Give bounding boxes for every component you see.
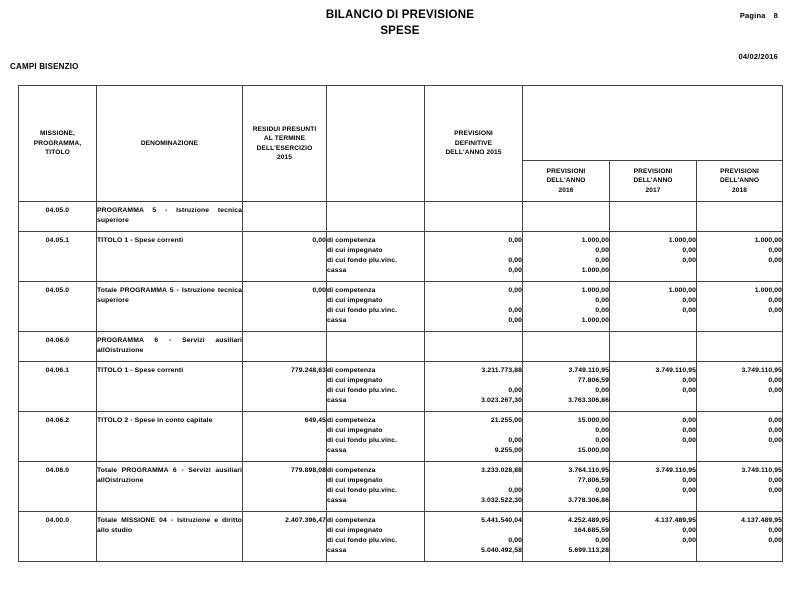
cell-line: 1.000,00 (668, 237, 696, 244)
cell-line (425, 246, 522, 256)
cell-line (327, 206, 424, 216)
row-previsioni-definitive-2015 (425, 462, 523, 512)
cell-line: 164.685,59 (573, 527, 609, 534)
cell-line (610, 446, 696, 456)
cell-line: cassa (327, 447, 347, 454)
row-previsioni-2017 (610, 412, 697, 462)
cell-line: cassa (327, 497, 347, 504)
cell-line: di cui fondo plu.vinc. (327, 537, 398, 544)
cell-line: di competenza (327, 367, 376, 374)
cell-line: di competenza (327, 237, 376, 244)
cell-line: cassa (327, 267, 347, 274)
row-previsioni-2017 (610, 512, 697, 562)
table-row (19, 462, 783, 512)
cell-line: di competenza (327, 287, 376, 294)
cell-line: 3.211.773,88 (481, 367, 522, 374)
cell-line (425, 426, 522, 436)
row-previsioni-2018 (697, 512, 783, 562)
cell-line: 0,00 (508, 487, 522, 494)
row-previsioni-2016 (523, 412, 610, 462)
cell-line: 77.806,59 (577, 477, 609, 484)
row-previsioni-2016 (523, 462, 610, 512)
cell-line: 1.000,00 (754, 287, 783, 294)
row-previsioni-definitive-2015 (425, 512, 523, 562)
cell-line (697, 446, 782, 456)
cell-line: 15.000,00 (577, 417, 609, 424)
column-header-residui: RESIDUI PRESUNTI AL TERMINE DELL'ESERCIZIO 2015 (243, 86, 327, 202)
row-residui: 0,00 (243, 282, 327, 332)
cell-line: 3.032.522,30 (481, 497, 522, 504)
row-code: 04.06.0 (19, 462, 97, 512)
cell-line (610, 496, 696, 506)
row-denomination: TITOLO 1 - Spese correnti (97, 362, 243, 412)
table-row (19, 282, 783, 332)
cell-line: 0,00 (595, 537, 609, 544)
row-previsioni-2018 (697, 462, 783, 512)
cell-line: di cui fondo plu.vinc. (327, 437, 398, 444)
cell-line: 0,00 (682, 257, 696, 264)
cell-line: 0,00 (682, 387, 696, 394)
cell-line: 0,00 (682, 537, 696, 544)
cell-line: 0,00 (595, 257, 609, 264)
table-row (19, 412, 783, 462)
cell-line: 0,00 (768, 377, 783, 384)
column-header-denomination: DENOMINAZIONE (97, 86, 243, 202)
cell-line: 0,00 (595, 297, 609, 304)
cell-line: di cui fondo plu.vinc. (327, 387, 398, 394)
row-denomination: Totale MISSIONE 04 - Istruzione e diritto allo studio (97, 512, 243, 562)
entity-name: CAMPI BISENZIO (10, 62, 79, 71)
cell-line: 1.000,00 (581, 287, 609, 294)
cell-line (697, 336, 782, 346)
row-denomination: PROGRAMMA 6 - Servizi ausiliari allOistruzione (97, 332, 243, 362)
cell-line: 0,00 (768, 307, 783, 314)
row-residui: 2.407.396,47 (243, 512, 327, 562)
row-previsioni-2018 (697, 202, 783, 232)
cell-line (523, 336, 609, 346)
page-number-value: 8 (773, 11, 778, 20)
cell-line: 0,00 (508, 537, 522, 544)
cell-line: di cui impegnato (327, 247, 383, 254)
cell-line: 0,00 (508, 237, 522, 244)
cell-line: 3.023.267,30 (481, 397, 522, 404)
row-line-labels (327, 512, 425, 562)
cell-line: 0,00 (682, 377, 696, 384)
row-previsioni-2016 (523, 512, 610, 562)
cell-line: 0,00 (595, 437, 609, 444)
cell-line (425, 526, 522, 536)
cell-line (697, 316, 782, 326)
cell-line: 0,00 (768, 417, 783, 424)
cell-line (425, 376, 522, 386)
row-line-labels (327, 462, 425, 512)
column-header-previsioni-group (523, 86, 783, 161)
cell-line: 1.000,00 (581, 237, 609, 244)
cell-line: di cui impegnato (327, 427, 383, 434)
cell-line: 1.000,00 (581, 317, 609, 324)
cell-line: di cui fondo plu.vinc. (327, 307, 398, 314)
cell-line: 0,00 (508, 307, 522, 314)
column-header-year-2016: PREVISIONI DELL'ANNO 2016 (523, 161, 610, 202)
cell-line: 3.763.306,86 (568, 397, 609, 404)
cell-line (425, 476, 522, 486)
cell-line: di cui impegnato (327, 297, 383, 304)
cell-line (523, 206, 609, 216)
row-previsioni-definitive-2015 (425, 362, 523, 412)
cell-line: 0,00 (595, 247, 609, 254)
cell-line: 3.233.028,88 (481, 467, 522, 474)
cell-line: di competenza (327, 417, 376, 424)
cell-line: 0,00 (508, 317, 522, 324)
row-line-labels (327, 282, 425, 332)
column-header-year-2017: PREVISIONI DELL'ANNO 2017 (610, 161, 697, 202)
row-code: 04.06.1 (19, 362, 97, 412)
row-previsioni-definitive-2015 (425, 282, 523, 332)
row-residui (243, 202, 327, 232)
cell-line (425, 336, 522, 346)
cell-line: 9.255,00 (494, 447, 522, 454)
cell-line: 0,00 (682, 427, 696, 434)
cell-line: 0,00 (768, 487, 783, 494)
row-previsioni-definitive-2015 (425, 412, 523, 462)
cell-line: di cui impegnato (327, 377, 383, 384)
column-header-code: MISSIONE, PROGRAMMA, TITOLO (19, 86, 97, 202)
row-previsioni-2018 (697, 412, 783, 462)
row-code: 04.05.0 (19, 202, 97, 232)
cell-line: 0,00 (768, 427, 783, 434)
row-denomination: PROGRAMMA 5 - Istruzione tecnica superiore (97, 202, 243, 232)
cell-line: cassa (327, 397, 347, 404)
document-date: 04/02/2016 (738, 52, 778, 61)
table-header-row-1 (19, 86, 783, 161)
row-previsioni-definitive-2015 (425, 232, 523, 282)
cell-line: 21.255,00 (490, 417, 522, 424)
cell-line: 4.252.489,95 (568, 517, 609, 524)
cell-line: 0,00 (768, 527, 783, 534)
cell-line: 0,00 (768, 387, 783, 394)
cell-line: 3.749.110,95 (655, 467, 696, 474)
row-previsioni-2016 (523, 202, 610, 232)
row-line-labels (327, 362, 425, 412)
table-row (19, 332, 783, 362)
column-header-previsioni-definitive: PREVISIONI DEFINITIVE DELL'ANNO 2015 (425, 86, 523, 202)
cell-line: 0,00 (595, 487, 609, 494)
page-title: BILANCIO DI PREVISIONE (325, 9, 475, 21)
cell-line: 3.764.110,95 (568, 467, 609, 474)
row-residui: 779.248,63 (243, 362, 327, 412)
cell-line: di cui fondo plu.vinc. (327, 257, 398, 264)
table-row (19, 232, 783, 282)
cell-line (327, 336, 424, 346)
cell-line (610, 266, 696, 276)
cell-line: 0,00 (682, 307, 696, 314)
cell-line: 0,00 (768, 257, 783, 264)
cell-line (610, 546, 696, 556)
row-line-labels (327, 412, 425, 462)
row-residui (243, 332, 327, 362)
row-previsioni-2017 (610, 462, 697, 512)
cell-line: 0,00 (768, 247, 783, 254)
cell-line: 0,00 (768, 297, 783, 304)
row-previsioni-2017 (610, 202, 697, 232)
cell-line: 0,00 (508, 267, 522, 274)
cell-line: 1.000,00 (581, 267, 609, 274)
row-code: 04.05.0 (19, 282, 97, 332)
row-previsioni-2018 (697, 332, 783, 362)
row-previsioni-2016 (523, 282, 610, 332)
cell-line: 3.749.110,95 (568, 367, 609, 374)
row-previsioni-definitive-2015 (425, 202, 523, 232)
table-row (19, 362, 783, 412)
row-line-labels (327, 202, 425, 232)
row-denomination: TITOLO 1 - Spese correnti (97, 232, 243, 282)
cell-line (697, 206, 782, 216)
cell-line: 5.040.492,58 (481, 547, 522, 554)
cell-line: 0,00 (508, 387, 522, 394)
cell-line: 0,00 (682, 417, 696, 424)
row-previsioni-definitive-2015 (425, 332, 523, 362)
cell-line: 0,00 (508, 437, 522, 444)
cell-line: 3.749.110,95 (741, 367, 783, 374)
page-subtitle: SPESE (380, 25, 420, 37)
row-previsioni-2017 (610, 362, 697, 412)
cell-line: 4.137.489,95 (655, 517, 696, 524)
row-code: 04.06.0 (19, 332, 97, 362)
cell-line: di competenza (327, 467, 376, 474)
row-code: 04.06.2 (19, 412, 97, 462)
cell-line: cassa (327, 317, 347, 324)
cell-line: 0,00 (682, 527, 696, 534)
cell-line: 0,00 (768, 477, 783, 484)
row-previsioni-2017 (610, 332, 697, 362)
cell-line: 0,00 (595, 387, 609, 394)
row-line-labels (327, 332, 425, 362)
column-header-year-2018: PREVISIONI DELL'ANNO 2018 (697, 161, 783, 202)
cell-line: 5.699.113,28 (568, 547, 609, 554)
cell-line (425, 206, 522, 216)
cell-line: di cui fondo plu.vinc. (327, 487, 398, 494)
cell-line: di cui impegnato (327, 527, 383, 534)
row-previsioni-2017 (610, 282, 697, 332)
row-previsioni-2017 (610, 232, 697, 282)
budget-table (18, 85, 783, 562)
row-line-labels (327, 232, 425, 282)
cell-line: di cui impegnato (327, 477, 383, 484)
cell-line (610, 396, 696, 406)
cell-line: 0,00 (682, 487, 696, 494)
cell-line: 3.778.306,86 (568, 497, 609, 504)
cell-line: 0,00 (682, 477, 696, 484)
cell-line: 0,00 (595, 427, 609, 434)
row-residui: 779.898,08 (243, 462, 327, 512)
cell-line: 0,00 (768, 537, 783, 544)
row-denomination: Totale PROGRAMMA 6 - Servizi ausiliari allOistruzione (97, 462, 243, 512)
cell-line: 77.806,59 (577, 377, 609, 384)
cell-line: 0,00 (768, 437, 783, 444)
table-body (19, 202, 783, 562)
cell-line: 0,00 (508, 287, 522, 294)
cell-line: 0,00 (682, 437, 696, 444)
cell-line: 0,00 (682, 247, 696, 254)
row-residui: 0,00 (243, 232, 327, 282)
cell-line (425, 296, 522, 306)
column-header-blank (327, 86, 425, 202)
row-code: 04.05.1 (19, 232, 97, 282)
cell-line: 0,00 (508, 257, 522, 264)
row-residui: 649,45 (243, 412, 327, 462)
cell-line: 3.749.110,95 (741, 467, 783, 474)
cell-line (697, 496, 782, 506)
row-previsioni-2016 (523, 362, 610, 412)
page-number-label: Pagina (739, 11, 766, 20)
cell-line (610, 336, 696, 346)
page-number (740, 11, 778, 20)
cell-line: 5.441.540,04 (481, 517, 522, 524)
cell-line (610, 316, 696, 326)
table-header (19, 86, 783, 202)
cell-line (697, 396, 782, 406)
cell-line: di competenza (327, 517, 376, 524)
cell-line: 0,00 (595, 307, 609, 314)
cell-line: cassa (327, 547, 347, 554)
cell-line (697, 266, 782, 276)
cell-line: 0,00 (682, 297, 696, 304)
row-previsioni-2016 (523, 332, 610, 362)
row-previsioni-2016 (523, 232, 610, 282)
row-denomination: Totale PROGRAMMA 5 - Istruzione tecnica superiore (97, 282, 243, 332)
row-previsioni-2018 (697, 232, 783, 282)
row-code: 04.00.0 (19, 512, 97, 562)
cell-line: 1.000,00 (668, 287, 696, 294)
row-previsioni-2018 (697, 282, 783, 332)
row-previsioni-2018 (697, 362, 783, 412)
table-row (19, 202, 783, 232)
cell-line (610, 206, 696, 216)
table-row (19, 512, 783, 562)
cell-line: 4.137.489,95 (741, 517, 783, 524)
cell-line: 3.749.110,95 (655, 367, 696, 374)
cell-line: 15.000,00 (577, 447, 609, 454)
cell-line (697, 546, 782, 556)
cell-line: 1.000,00 (754, 237, 783, 244)
row-denomination: TITOLO 2 - Spese in conto capitale (97, 412, 243, 462)
